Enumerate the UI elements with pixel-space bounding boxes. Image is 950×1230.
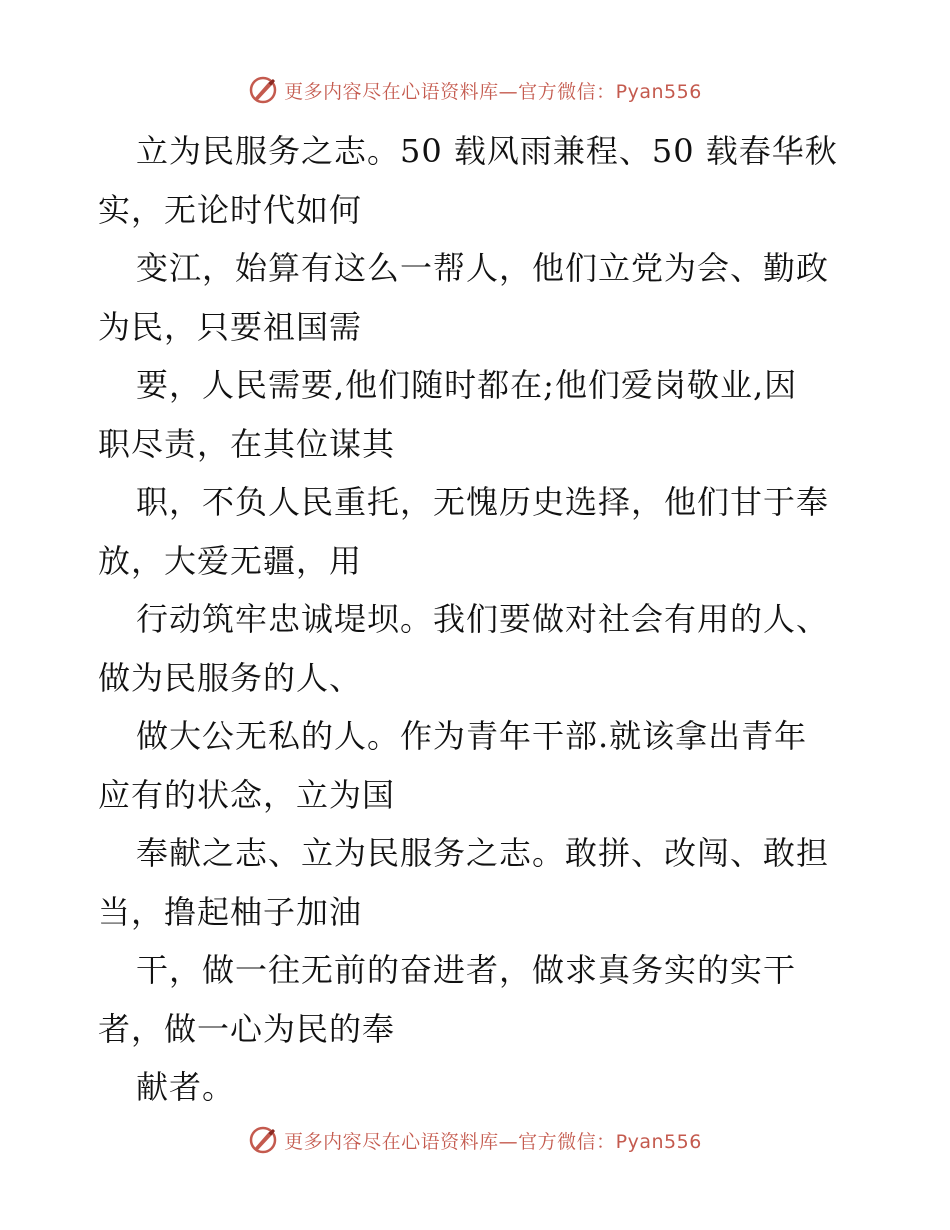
body-line: 实，无论时代如何 [98, 190, 363, 229]
body-line: 为民，只要祖国需 [98, 307, 363, 346]
body-line: 行动筑牢忠诚堤坝。我们要做对社会有用的人、 [136, 600, 830, 638]
header-banner [0, 70, 950, 110]
body-line: 立为民服务之志。50 载风雨兼程、50 载春华秋 [136, 132, 838, 170]
body-line: 做为民服务的人、 [98, 658, 363, 697]
body-line: 放，大爱无疆，用 [98, 541, 363, 580]
footer-banner [0, 1120, 950, 1160]
pen-circle-logo-icon [248, 1125, 278, 1155]
body-line: 要，人民需要,他们随时都在;他们爱岗敬业,因 [136, 366, 798, 404]
body-line: 应有的状念，立为国 [98, 775, 396, 814]
header-banner-text: 更多内容尽在心语资料库—官方微信：Pyan556 [284, 80, 702, 103]
body-line: 干，做一往无前的奋进者，做求真务实的实干 [136, 951, 797, 989]
body-line: 者，做一心为民的奉 [98, 1009, 396, 1048]
body-line: 做大公无私的人。作为青年干部.就该拿出青年 [136, 717, 808, 755]
body-line: 当，撸起柚子加油 [98, 892, 363, 931]
footer-banner-text: 更多内容尽在心语资料库—官方微信：Pyan556 [284, 1130, 702, 1153]
body-line: 职尽责，在其位谋其 [98, 424, 396, 463]
body-line: 变江，始算有这么一帮人，他们立党为会、勤政 [136, 249, 830, 287]
pen-circle-logo-icon [248, 75, 278, 105]
body-line: 职，不负人民重托，无愧历史选择，他们甘于奉 [136, 483, 830, 521]
body-line: 献者。 [136, 1068, 236, 1106]
body-line: 奉献之志、立为民服务之志。敢拼、改闯、敢担 [136, 834, 830, 872]
document-body [98, 122, 868, 1117]
